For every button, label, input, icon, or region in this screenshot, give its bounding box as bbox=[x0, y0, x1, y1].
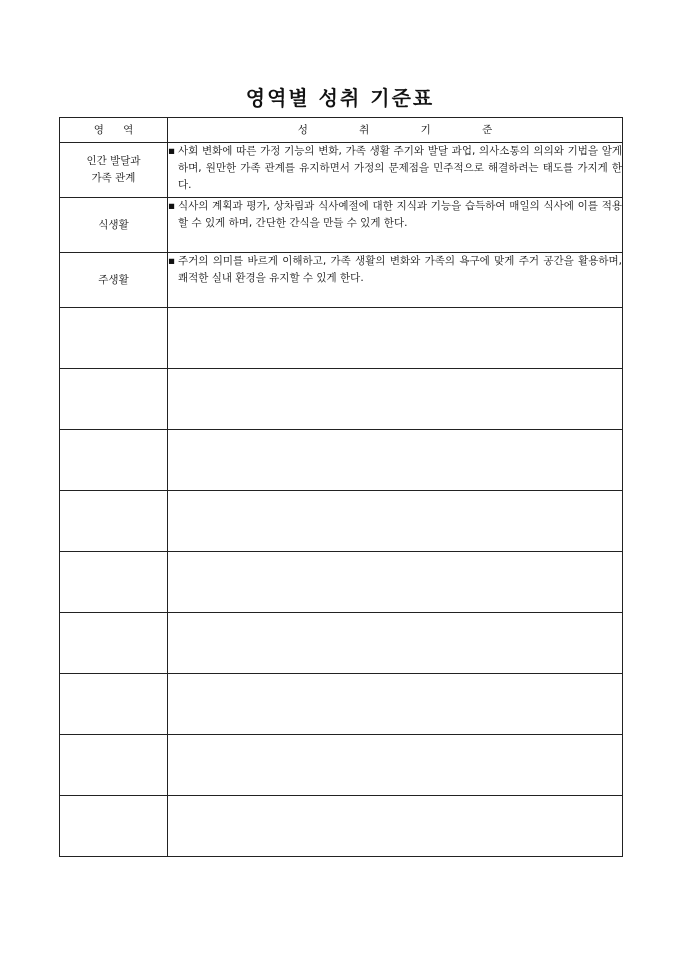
empty-criteria-cell bbox=[168, 430, 623, 491]
bullet-icon: ▪ bbox=[168, 255, 176, 267]
empty-area-cell bbox=[60, 735, 168, 796]
criteria-text: 사회 변화에 따른 가정 기능의 변화, 가족 생활 주기와 발달 과업, 의사소통의 의의와 기법을 알게 하며, 원만한 가족 관계를 유지하면서 가정의 문제점을 민주적으로 해결하려는 태도를 가지게 한다. bbox=[178, 145, 622, 191]
empty-criteria-cell bbox=[168, 308, 623, 369]
empty-area-cell bbox=[60, 308, 168, 369]
empty-criteria-cell bbox=[168, 674, 623, 735]
empty-criteria-cell bbox=[168, 369, 623, 430]
empty-area-cell bbox=[60, 430, 168, 491]
criteria-item bbox=[168, 198, 622, 232]
empty-row bbox=[60, 552, 623, 613]
empty-criteria-cell bbox=[168, 613, 623, 674]
table-header-row bbox=[60, 118, 623, 143]
bullet-icon: ▪ bbox=[168, 200, 176, 212]
achievement-criteria-table bbox=[59, 117, 623, 857]
empty-area-cell bbox=[60, 552, 168, 613]
area-cell: 인간 발달과 가족 관계 bbox=[60, 143, 168, 198]
empty-row bbox=[60, 613, 623, 674]
bullet-icon: ▪ bbox=[168, 145, 176, 157]
criteria-cell bbox=[168, 143, 623, 198]
empty-row bbox=[60, 369, 623, 430]
header-area: 영 역 bbox=[60, 118, 168, 143]
area-cell: 주생활 bbox=[60, 253, 168, 308]
criteria-cell bbox=[168, 253, 623, 308]
empty-area-cell bbox=[60, 796, 168, 857]
empty-area-cell bbox=[60, 369, 168, 430]
empty-area-cell bbox=[60, 613, 168, 674]
empty-row bbox=[60, 430, 623, 491]
empty-criteria-cell bbox=[168, 552, 623, 613]
criteria-text: 주거의 의미를 바르게 이해하고, 가족 생활의 변화와 가족의 욕구에 맞게 주거 공간을 활용하며, 쾌적한 실내 환경을 유지할 수 있게 한다. bbox=[178, 255, 622, 284]
empty-row bbox=[60, 674, 623, 735]
criteria-item bbox=[168, 253, 622, 287]
header-criteria: 성 취 기 준 bbox=[168, 118, 623, 143]
empty-row bbox=[60, 491, 623, 552]
page-title: 영역별 성취 기준표 bbox=[245, 86, 435, 110]
table-row bbox=[60, 198, 623, 253]
table-row bbox=[60, 143, 623, 198]
empty-row bbox=[60, 735, 623, 796]
empty-criteria-cell bbox=[168, 735, 623, 796]
empty-row bbox=[60, 308, 623, 369]
empty-area-cell bbox=[60, 491, 168, 552]
empty-area-cell bbox=[60, 674, 168, 735]
criteria-item bbox=[168, 143, 622, 194]
table-row bbox=[60, 253, 623, 308]
criteria-text: 식사의 계획과 평가, 상차림과 식사예절에 대한 지식과 기능을 습득하여 매일의 식사에 이를 적용할 수 있게 하며, 간단한 간식을 만들 수 있게 한다. bbox=[178, 200, 622, 229]
empty-row bbox=[60, 796, 623, 857]
empty-criteria-cell bbox=[168, 796, 623, 857]
empty-criteria-cell bbox=[168, 491, 623, 552]
criteria-cell bbox=[168, 198, 623, 253]
area-cell: 식생활 bbox=[60, 198, 168, 253]
